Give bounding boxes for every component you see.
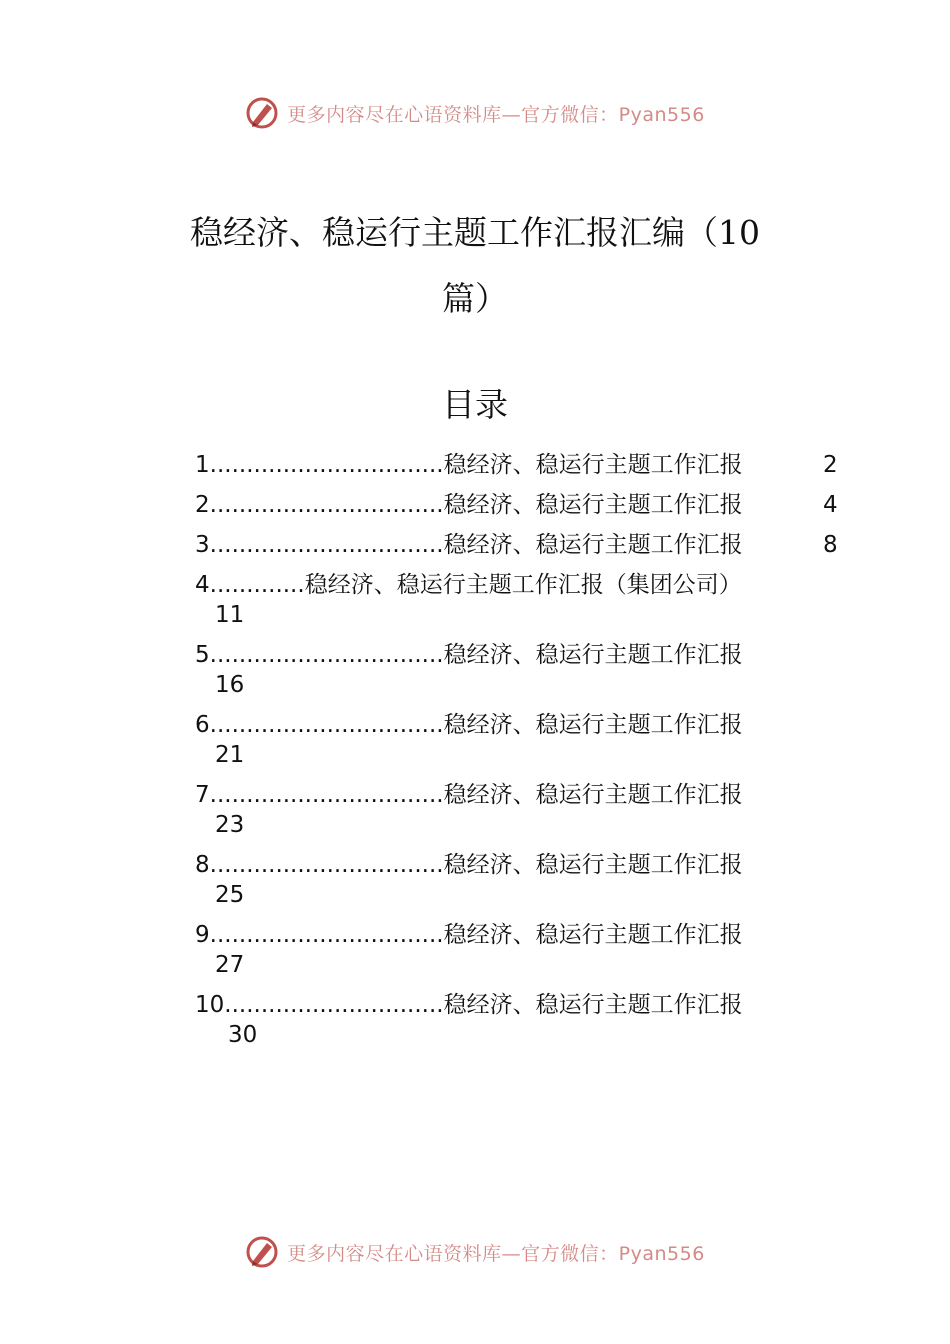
toc-title: 稳经济、稳运行主题工作汇报 bbox=[443, 782, 743, 808]
toc-title: 稳经济、稳运行主题工作汇报 bbox=[443, 452, 743, 478]
watermark-text: 更多内容尽在心语资料库—官方微信：Pyan556 bbox=[287, 1242, 705, 1265]
toc-leader-dots: ................................ bbox=[209, 452, 444, 478]
toc-leader-dots: ................................ bbox=[209, 492, 444, 518]
toc-line bbox=[195, 570, 845, 600]
toc-number: 10 bbox=[195, 992, 225, 1018]
pen-badge-icon bbox=[245, 1235, 279, 1269]
toc-number: 8 bbox=[195, 852, 210, 878]
toc-page-number: 21 bbox=[215, 742, 245, 768]
toc-page-number: 2 bbox=[823, 452, 838, 478]
toc-leader-dots: .............................. bbox=[224, 992, 444, 1018]
toc-leader-dots: ............. bbox=[209, 572, 305, 598]
toc-leader-dots: ................................ bbox=[209, 922, 444, 948]
toc-leader-dots: ................................ bbox=[209, 712, 444, 738]
toc-title: 稳经济、稳运行主题工作汇报 bbox=[443, 712, 743, 738]
footer-watermark bbox=[0, 1232, 950, 1272]
toc-line bbox=[195, 490, 845, 520]
toc-page-number: 4 bbox=[823, 492, 838, 518]
toc-leader-dots: ................................ bbox=[209, 782, 444, 808]
toc-title: 稳经济、稳运行主题工作汇报（集团公司） bbox=[304, 572, 742, 598]
document-title bbox=[160, 200, 790, 332]
toc-page-number: 27 bbox=[215, 952, 245, 978]
toc-title: 稳经济、稳运行主题工作汇报 bbox=[443, 532, 743, 558]
toc-entry[interactable] bbox=[195, 530, 845, 560]
title-line-1: 稳经济、稳运行主题工作汇报汇编（10 bbox=[190, 213, 760, 252]
title-line-2: 篇） bbox=[442, 279, 508, 318]
toc-entry[interactable] bbox=[195, 450, 845, 480]
toc-line bbox=[195, 990, 845, 1020]
toc-number: 7 bbox=[195, 782, 210, 808]
pen-badge-icon bbox=[245, 96, 279, 130]
toc-entry[interactable] bbox=[195, 490, 845, 520]
toc-line bbox=[195, 530, 845, 560]
toc-title: 稳经济、稳运行主题工作汇报 bbox=[443, 642, 743, 668]
toc-title: 稳经济、稳运行主题工作汇报 bbox=[443, 922, 743, 948]
table-of-contents bbox=[195, 450, 845, 1060]
toc-entry[interactable] bbox=[195, 710, 845, 770]
toc-entry[interactable] bbox=[195, 990, 845, 1050]
toc-entry[interactable] bbox=[195, 570, 845, 630]
toc-heading: 目录 bbox=[442, 385, 508, 424]
toc-line bbox=[195, 450, 845, 480]
toc-entry[interactable] bbox=[195, 780, 845, 840]
toc-page-number: 30 bbox=[228, 1022, 258, 1048]
toc-entry[interactable] bbox=[195, 640, 845, 700]
toc-page-number: 11 bbox=[215, 602, 245, 628]
toc-page-number: 16 bbox=[215, 672, 245, 698]
toc-number: 9 bbox=[195, 922, 210, 948]
toc-number: 3 bbox=[195, 532, 210, 558]
toc-title: 稳经济、稳运行主题工作汇报 bbox=[443, 492, 743, 518]
toc-number: 1 bbox=[195, 452, 210, 478]
toc-line bbox=[195, 920, 845, 950]
toc-title: 稳经济、稳运行主题工作汇报 bbox=[443, 992, 743, 1018]
toc-page-number: 25 bbox=[215, 882, 245, 908]
toc-page-number: 23 bbox=[215, 812, 245, 838]
header-watermark bbox=[0, 93, 950, 133]
toc-line bbox=[195, 780, 845, 810]
toc-number: 6 bbox=[195, 712, 210, 738]
toc-line bbox=[195, 640, 845, 670]
toc-leader-dots: ................................ bbox=[209, 852, 444, 878]
toc-entry[interactable] bbox=[195, 920, 845, 980]
toc-line bbox=[195, 710, 845, 740]
toc-leader-dots: ................................ bbox=[209, 532, 444, 558]
watermark-text: 更多内容尽在心语资料库—官方微信：Pyan556 bbox=[287, 103, 705, 126]
toc-page-number: 8 bbox=[823, 532, 838, 558]
toc-title: 稳经济、稳运行主题工作汇报 bbox=[443, 852, 743, 878]
toc-number: 5 bbox=[195, 642, 210, 668]
toc-number: 4 bbox=[195, 572, 210, 598]
toc-leader-dots: ................................ bbox=[209, 642, 444, 668]
toc-entry[interactable] bbox=[195, 850, 845, 910]
toc-line bbox=[195, 850, 845, 880]
toc-number: 2 bbox=[195, 492, 210, 518]
